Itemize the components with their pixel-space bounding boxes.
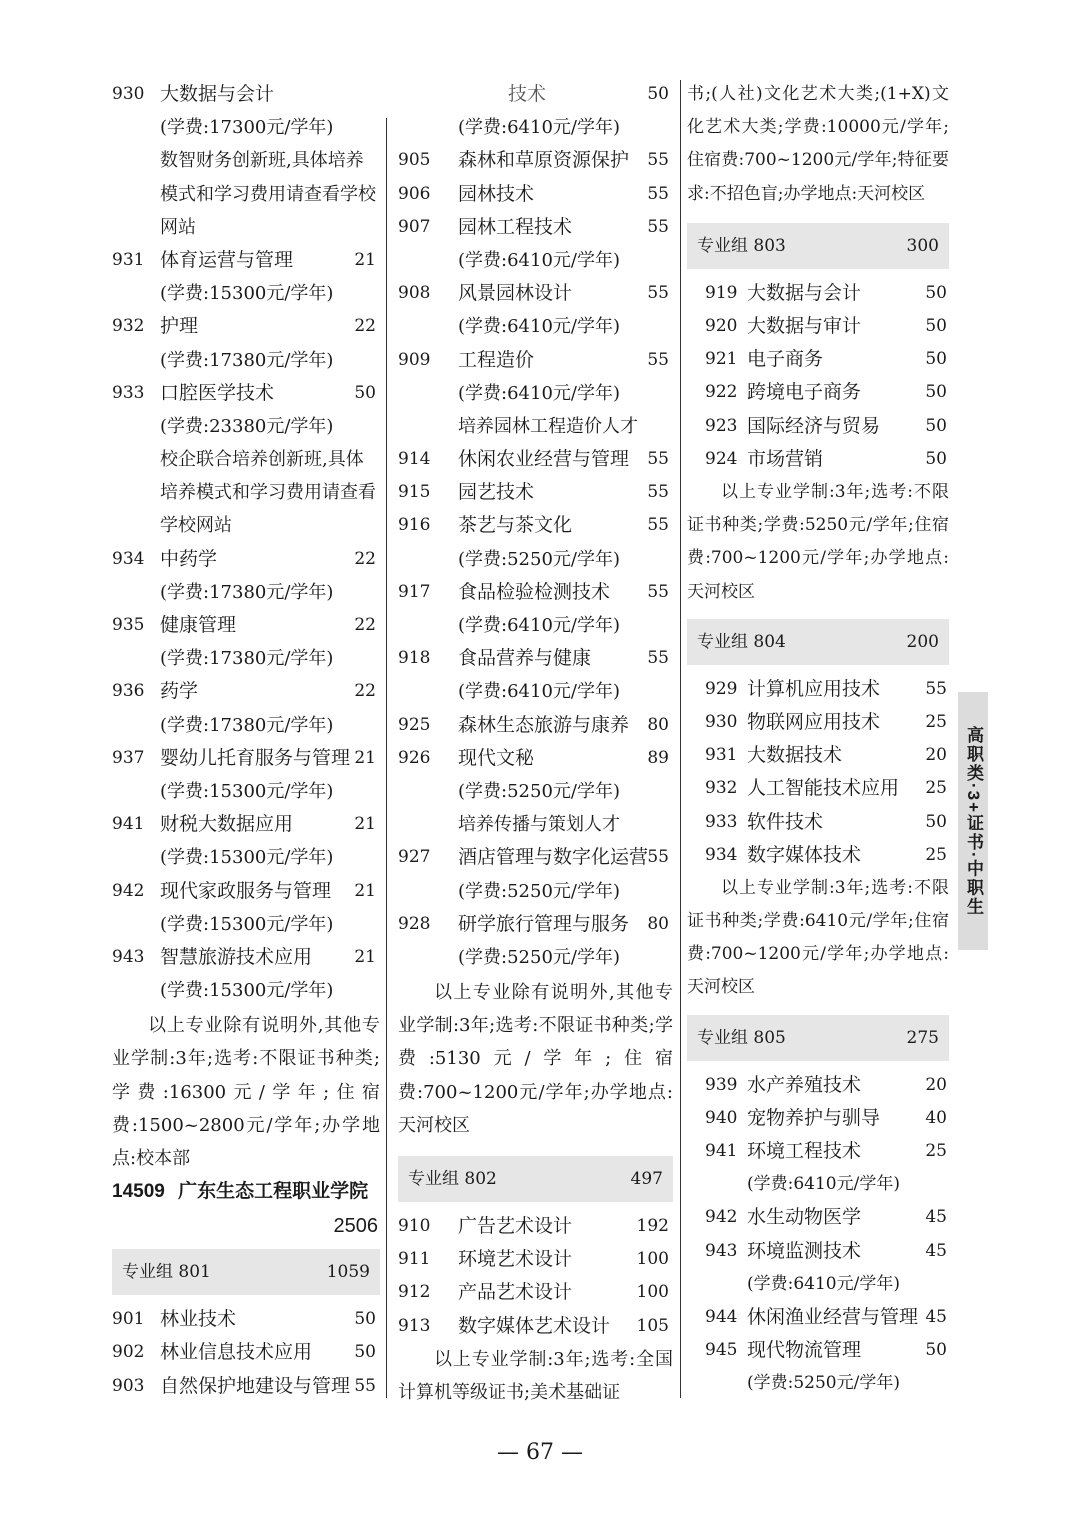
major-name: 物联网应用技术 xyxy=(747,710,881,733)
fee-text: (学费:15300元/学年) xyxy=(160,847,334,869)
major-name: 食品检验检测技术 xyxy=(458,580,611,603)
major-code: 934 xyxy=(705,844,738,865)
major-code: 902 xyxy=(112,1342,145,1363)
group-header-803 xyxy=(687,223,949,269)
major-count: 100 xyxy=(636,1282,669,1303)
major-code: 909 xyxy=(398,349,431,370)
major-row xyxy=(112,1303,380,1336)
major-name: 现代家政服务与管理 xyxy=(160,879,332,902)
major-name: 大数据与审计 xyxy=(747,315,862,337)
major-name: 健康管理 xyxy=(160,614,237,636)
major-code: 910 xyxy=(398,1216,431,1237)
major-count: 50 xyxy=(925,316,947,336)
major-row xyxy=(398,344,673,377)
major-row xyxy=(398,277,673,310)
major-row xyxy=(687,310,949,343)
fee-text: (学费:17300元/学年) xyxy=(160,117,334,139)
major-code: 928 xyxy=(398,913,431,934)
major-code: 906 xyxy=(398,183,431,204)
major-count: 55 xyxy=(647,482,669,503)
major-name: 现代物流管理 xyxy=(747,1339,862,1362)
major-code: 939 xyxy=(705,1074,738,1095)
major-code: 945 xyxy=(705,1340,738,1361)
major-list-804 xyxy=(687,673,949,872)
summary-note: 以上专业学制:3年;选考:不限证书种类;学费:6410元/学年;住宿费:700~1200元/学年;办学地点:天河校区 xyxy=(687,877,949,998)
college-code: 14509 xyxy=(112,1181,165,1203)
group-count: 275 xyxy=(906,1027,939,1048)
major-count: 22 xyxy=(354,615,376,635)
major-note: 培养园林工程造价人才 xyxy=(458,415,638,437)
major-count: 50 xyxy=(354,1342,376,1363)
major-count: 100 xyxy=(636,1249,669,1270)
major-name: 林业技术 xyxy=(160,1308,237,1331)
major-count: 22 xyxy=(354,316,376,337)
fee-text: (学费:6410元/学年) xyxy=(458,615,620,636)
major-row xyxy=(398,78,673,111)
fee-text: (学费:5250元/学年) xyxy=(747,1373,900,1394)
major-name: 软件技术 xyxy=(747,810,824,833)
group-header-802 xyxy=(398,1156,673,1202)
major-count: 25 xyxy=(925,778,947,799)
major-count: 89 xyxy=(647,747,669,768)
major-row xyxy=(112,941,380,974)
major-code: 905 xyxy=(398,150,431,171)
group-label: 专业组 801 xyxy=(122,1262,211,1283)
major-note: 培养传播与策划人才 xyxy=(458,814,620,836)
fee-text: (学费:15300元/学年) xyxy=(160,913,334,935)
major-count: 50 xyxy=(925,349,947,370)
major-name: 食品营养与健康 xyxy=(458,647,592,670)
major-name: 计算机应用技术 xyxy=(747,677,881,700)
major-count: 50 xyxy=(925,415,947,436)
major-name: 财税大数据应用 xyxy=(160,813,294,836)
fee-text: (学费:6410元/学年) xyxy=(458,117,620,139)
major-list-802 xyxy=(398,1210,673,1343)
major-count: 55 xyxy=(647,150,669,171)
column-divider-left xyxy=(386,118,387,1398)
major-row xyxy=(398,1310,673,1343)
major-count: 21 xyxy=(354,880,376,901)
major-count: 55 xyxy=(647,349,669,370)
major-count: 21 xyxy=(354,249,376,270)
major-row xyxy=(398,443,673,476)
major-count: 21 xyxy=(354,747,376,768)
major-count: 80 xyxy=(647,913,669,934)
major-row xyxy=(398,509,673,542)
fee-text: (学费:17380元/学年) xyxy=(160,714,334,736)
major-count: 192 xyxy=(636,1216,669,1237)
major-note: 校企联合培养创新班,具体 xyxy=(160,449,364,471)
major-name: 酒店管理与数字化运营 xyxy=(458,846,649,869)
major-name: 茶艺与茶文化 xyxy=(458,514,573,537)
major-count: 105 xyxy=(636,1315,669,1336)
major-count: 50 xyxy=(647,84,669,104)
group-header-801 xyxy=(112,1249,380,1295)
major-name: 婴幼儿托育服务与管理 xyxy=(160,746,351,769)
major-code: 913 xyxy=(398,1315,431,1336)
major-code: 929 xyxy=(705,678,738,699)
major-row xyxy=(398,1276,673,1309)
major-row xyxy=(112,1370,380,1403)
major-list xyxy=(398,144,673,974)
fee-text: (学费:15300元/学年) xyxy=(160,980,334,1002)
major-code: 931 xyxy=(705,745,738,766)
major-row xyxy=(687,806,949,839)
major-code: 908 xyxy=(398,283,431,304)
major-row xyxy=(398,709,673,742)
column-1 xyxy=(112,78,380,1403)
major-name: 中药学 xyxy=(160,547,218,570)
major-row xyxy=(398,642,673,675)
major-name: 森林和草原资源保护 xyxy=(458,149,630,172)
major-count: 40 xyxy=(925,1107,947,1128)
major-name: 自然保护地建设与管理 xyxy=(160,1374,351,1397)
page-number: — 67 — xyxy=(497,1440,583,1465)
major-count: 25 xyxy=(925,1141,947,1162)
major-note: 模式和学习费用请查看学校 xyxy=(160,183,376,205)
group-header-805 xyxy=(687,1015,949,1061)
major-count: 20 xyxy=(925,1074,947,1095)
major-row xyxy=(687,839,949,872)
major-count: 80 xyxy=(647,714,669,735)
major-name: 体育运营与管理 xyxy=(160,248,294,271)
group-count: 200 xyxy=(906,631,939,652)
major-count: 50 xyxy=(925,448,947,469)
major-name: 宠物养护与驯导 xyxy=(747,1106,881,1129)
column-3 xyxy=(687,78,949,1401)
major-row xyxy=(112,377,380,410)
fee-text: (学费:15300元/学年) xyxy=(160,283,334,305)
major-code: 943 xyxy=(705,1240,738,1261)
group-label: 专业组 803 xyxy=(697,235,786,256)
major-row xyxy=(398,144,673,177)
major-code: 901 xyxy=(112,1309,145,1330)
major-code: 930 xyxy=(112,84,145,104)
major-code: 917 xyxy=(398,581,431,602)
summary-note: 以上专业除有说明外,其他专业学制:3年;选考:不限证书种类;学费:16300元/学年;住宿费:1500~2800元/学年;办学地点:校本部 xyxy=(112,1015,380,1170)
major-row xyxy=(687,673,949,706)
major-name: 口腔医学技术 xyxy=(160,381,275,404)
major-row xyxy=(687,772,949,805)
major-code: 925 xyxy=(398,714,431,735)
major-row xyxy=(687,343,949,376)
major-count: 55 xyxy=(647,183,669,204)
major-name: 研学旅行管理与服务 xyxy=(458,912,630,935)
major-note: 网站 xyxy=(160,216,196,238)
major-count: 21 xyxy=(354,814,376,835)
fee-text: (学费:6410元/学年) xyxy=(458,249,620,271)
summary-note: 以上专业学制:3年;选考:不限证书种类;学费:5250元/学年;住宿费:700~1200元/学年;办学地点:天河校区 xyxy=(687,481,949,602)
group-count: 1059 xyxy=(326,1262,370,1283)
major-name: 大数据与会计 xyxy=(160,83,275,105)
major-row xyxy=(687,739,949,772)
college-total: 2506 xyxy=(333,1215,378,1238)
major-row xyxy=(687,1301,949,1334)
major-code: 926 xyxy=(398,747,431,768)
major-name: 休闲农业经营与管理 xyxy=(458,448,630,471)
major-name: 现代文秘 xyxy=(458,746,535,769)
major-code: 934 xyxy=(112,548,145,569)
major-row xyxy=(687,706,949,739)
fee-text: (学费:6410元/学年) xyxy=(747,1273,900,1294)
major-code: 924 xyxy=(705,448,738,469)
major-code: 911 xyxy=(398,1249,431,1270)
major-row xyxy=(112,875,380,908)
major-note: 培养模式和学习费用请查看 xyxy=(160,482,376,504)
column-divider-right xyxy=(680,80,681,1398)
major-code: 912 xyxy=(398,1282,431,1303)
major-count: 50 xyxy=(354,1309,376,1330)
fee-text: (学费:6410元/学年) xyxy=(747,1174,900,1195)
major-row xyxy=(112,609,380,642)
major-row xyxy=(687,1201,949,1234)
major-code: 923 xyxy=(705,415,738,436)
group-count: 300 xyxy=(906,235,939,256)
major-code: 932 xyxy=(705,778,738,799)
major-row xyxy=(687,1235,949,1268)
major-code: 940 xyxy=(705,1107,738,1128)
major-row xyxy=(398,576,673,609)
major-code: 915 xyxy=(398,482,431,503)
college-name: 广东生态工程职业学院 xyxy=(178,1181,369,1203)
major-count: 45 xyxy=(925,1307,947,1327)
major-name-partial: 技术 xyxy=(508,83,547,105)
major-list-801 xyxy=(112,1303,380,1403)
fee-text: (学费:5250元/学年) xyxy=(458,780,620,802)
major-row xyxy=(398,841,673,874)
major-row xyxy=(112,675,380,708)
major-count: 55 xyxy=(647,648,669,669)
major-name: 林业信息技术应用 xyxy=(160,1341,313,1364)
major-name: 工程造价 xyxy=(458,348,535,371)
major-row xyxy=(687,443,949,476)
major-count: 45 xyxy=(925,1207,947,1228)
major-code: 921 xyxy=(705,349,738,370)
major-count: 55 xyxy=(925,678,947,699)
major-row xyxy=(112,1336,380,1369)
major-name: 智慧旅游技术应用 xyxy=(160,945,313,968)
major-count: 22 xyxy=(354,681,376,702)
column-2 xyxy=(398,78,673,1409)
major-code: 935 xyxy=(112,615,145,635)
major-row xyxy=(687,1069,949,1102)
major-code: 918 xyxy=(398,648,431,669)
major-name: 人工智能技术应用 xyxy=(747,777,900,800)
major-name: 护理 xyxy=(160,315,199,338)
major-name: 药学 xyxy=(160,680,199,703)
major-list-805 xyxy=(687,1069,949,1401)
group-label: 专业组 802 xyxy=(408,1169,497,1190)
major-count: 50 xyxy=(925,811,947,832)
major-name: 环境艺术设计 xyxy=(458,1248,573,1271)
major-count: 20 xyxy=(925,745,947,766)
major-code: 932 xyxy=(112,316,145,337)
major-note: 学校网站 xyxy=(160,515,232,537)
fee-text: (学费:6410元/学年) xyxy=(458,681,620,703)
major-code: 937 xyxy=(112,747,145,768)
major-code: 942 xyxy=(112,880,145,901)
group-header-804 xyxy=(687,619,949,665)
major-code: 930 xyxy=(705,711,738,732)
major-count: 55 xyxy=(647,581,669,602)
major-code: 942 xyxy=(705,1207,738,1228)
major-count: 55 xyxy=(647,216,669,237)
side-tab: 高职类·3+证书·中职生 xyxy=(958,692,988,950)
major-code: 907 xyxy=(398,216,431,237)
major-count: 50 xyxy=(925,1340,947,1361)
major-name: 大数据与会计 xyxy=(747,281,862,304)
fee-text: (学费:17380元/学年) xyxy=(160,581,334,603)
major-row xyxy=(687,410,949,443)
major-list xyxy=(112,244,380,1007)
fee-text: (学费:23380元/学年) xyxy=(160,415,334,437)
major-row xyxy=(398,211,673,244)
fee-text: (学费:5250元/学年) xyxy=(458,946,620,968)
major-row xyxy=(687,1334,949,1367)
major-count: 25 xyxy=(925,844,947,865)
major-code: 919 xyxy=(705,282,738,303)
major-row xyxy=(112,742,380,775)
major-row xyxy=(112,78,380,111)
major-code: 944 xyxy=(705,1307,738,1327)
fee-text: (学费:5250元/学年) xyxy=(458,880,620,902)
major-name: 跨境电子商务 xyxy=(747,381,862,404)
major-row xyxy=(398,178,673,211)
fee-text: (学费:17380元/学年) xyxy=(160,648,334,670)
major-row xyxy=(398,1243,673,1276)
major-count: 21 xyxy=(354,946,376,967)
major-code: 941 xyxy=(705,1141,738,1162)
major-code: 943 xyxy=(112,946,145,967)
major-code: 931 xyxy=(112,249,145,270)
fee-text: (学费:15300元/学年) xyxy=(160,780,334,802)
major-name: 风景园林设计 xyxy=(458,282,573,305)
major-code: 941 xyxy=(112,814,145,835)
major-code: 933 xyxy=(112,382,145,403)
fee-text: (学费:6410元/学年) xyxy=(458,382,620,404)
major-count: 55 xyxy=(647,515,669,536)
major-name: 环境工程技术 xyxy=(747,1140,862,1163)
major-name: 森林生态旅游与康养 xyxy=(458,713,630,736)
major-list-803 xyxy=(687,277,949,476)
major-name: 园艺技术 xyxy=(458,481,535,504)
major-name: 大数据技术 xyxy=(747,744,843,767)
major-code: 914 xyxy=(398,449,431,470)
major-row xyxy=(112,808,380,841)
major-count: 55 xyxy=(647,283,669,304)
major-name: 产品艺术设计 xyxy=(458,1281,573,1304)
major-count: 45 xyxy=(925,1240,947,1261)
major-name: 水生动物医学 xyxy=(747,1206,862,1229)
major-name: 园林技术 xyxy=(458,182,535,205)
major-row xyxy=(687,376,949,409)
major-name: 数字媒体艺术设计 xyxy=(458,1314,611,1337)
major-count: 25 xyxy=(925,711,947,732)
major-row xyxy=(687,277,949,310)
summary-note: 以上专业除有说明外,其他专业学制:3年;选考:不限证书种类;学费:5130元/学年;住宿费:700~1200元/学年;办学地点:天河校区 xyxy=(398,982,673,1136)
major-row xyxy=(112,310,380,343)
continued-note: 书;(人社)文化艺术大类;(1+X)文化艺术大类;学费:10000元/学年;住宿费:700~1200元/学年;特征要求:不招色盲;办学地点:天河校区 xyxy=(687,84,949,204)
major-row xyxy=(687,1102,949,1135)
fee-text: (学费:17380元/学年) xyxy=(160,349,334,371)
group-label: 专业组 805 xyxy=(697,1027,786,1048)
major-row xyxy=(112,543,380,576)
major-name: 环境监测技术 xyxy=(747,1239,862,1262)
major-note: 数智财务创新班,具体培养 xyxy=(160,150,364,172)
major-code: 927 xyxy=(398,847,431,868)
major-count: 50 xyxy=(925,382,947,403)
major-name: 电子商务 xyxy=(747,348,824,371)
major-code: 903 xyxy=(112,1375,145,1396)
group-count: 497 xyxy=(630,1169,663,1190)
major-code: 920 xyxy=(705,316,738,336)
major-note xyxy=(112,144,380,244)
major-code: 922 xyxy=(705,382,738,403)
major-name: 水产养殖技术 xyxy=(747,1073,862,1096)
major-count: 55 xyxy=(647,847,669,868)
major-row xyxy=(398,1210,673,1243)
major-row xyxy=(398,742,673,775)
major-row xyxy=(112,244,380,277)
major-count: 22 xyxy=(354,548,376,569)
major-code: 936 xyxy=(112,681,145,702)
major-name: 市场营销 xyxy=(747,447,824,470)
major-count: 55 xyxy=(647,449,669,470)
college-heading xyxy=(112,1175,380,1209)
summary-note: 以上专业学制:3年;选考:全国计算机等级证书;美术基础证 xyxy=(398,1348,673,1404)
major-row xyxy=(398,476,673,509)
major-name: 国际经济与贸易 xyxy=(747,414,881,437)
major-count: 50 xyxy=(925,282,947,303)
major-code: 916 xyxy=(398,515,431,536)
major-count: 50 xyxy=(354,382,376,403)
fee-text: (学费:6410元/学年) xyxy=(458,316,620,338)
major-row xyxy=(687,1135,949,1168)
fee-text: (学费:5250元/学年) xyxy=(458,548,620,570)
major-name: 休闲渔业经营与管理 xyxy=(747,1306,919,1328)
group-label: 专业组 804 xyxy=(697,631,786,652)
major-code: 933 xyxy=(705,811,738,832)
major-count: 55 xyxy=(354,1375,376,1396)
major-name: 数字媒体技术 xyxy=(747,843,862,866)
major-row xyxy=(398,908,673,941)
major-name: 园林工程技术 xyxy=(458,215,573,238)
major-name: 广告艺术设计 xyxy=(458,1215,573,1238)
